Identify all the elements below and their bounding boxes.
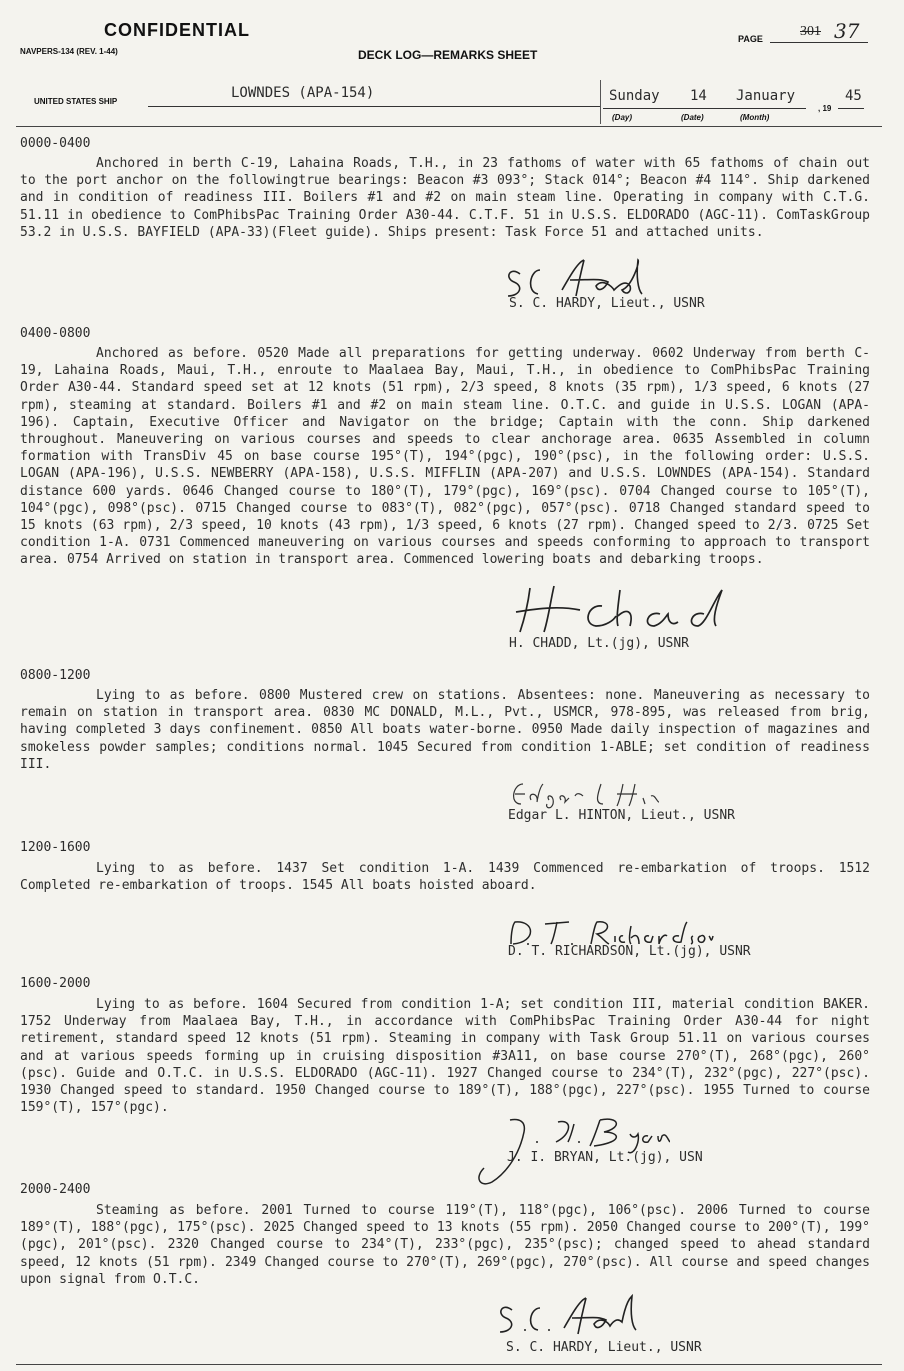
log-entry-text: Lying to as before. 1437 Set condition 1-A. 1439 Commenced re-embarkation of troops. 1512 Completed re-embarkation of troops. 1545 All boats hoisted aboard. [20,861,870,894]
date-value: 14 [690,88,707,104]
watch-period: 1600-2000 [20,976,91,991]
handwritten-signature [490,1292,640,1342]
ship-name: LOWNDES (APA-154) [231,85,375,101]
log-entry-text: Lying to as before. 1604 Secured from condition 1-A; set condition III, material condition BAKER. 1752 Underway from Maalaea Bay, T.H., in accordance with ComPhibsPac Training Order A30-44 for night retirement, standard speed 12 knots (51 rpm). Steaming in company with Task Group 51.11 on various courses and at various speeds forming up in cruising disposition #3A11, on base course 270°(T), 268°(pgc), 260°(psc). Guide and O.T.C. in U.S.S. ELDORADO (AGC-11). 1927 Changed course to 234°(T), 232°(pgc), 227°(psc). 1930 Changed speed to standard. 1950 Changed course to 189°(T), 188°(pgc), 227°(psc). 1955 Turned to course 159°(T), 157°(pgc). [20,997,870,1116]
log-entry-text: Steaming as before. 2001 Turned to course 119°(T), 118°(pgc), 106°(psc). 2006 Turned to course 189°(T), 188°(pgc), 175°(psc). 2025 Changed speed to 13 knots (55 rpm). 2050 Changed course to 200°(T), 199°(pgc), 201°(psc). 2320 Changed course to 234°(T), 233°(pgc), 235°(psc); changed speed to ahead standard speed, 12 knots (51 rpm). 2349 Changed course to 270°(T), 269°(pgc), 270°(psc). All course and speed changes upon signal from O.T.C. [20,1203,870,1287]
log-entry-text: Anchored as before. 0520 Made all preparations for getting underway. 0602 Underway from berth C-19, Lahaina Roads, Maui, T.H., enroute to Maalaea Bay, Maui, T.H., in obedience to ComPhibsPac Training Order A30-44. Standard speed set at 12 knots (51 rpm), 2/3 speed, 8 knots (35 rpm), 1/3 speed, 6 knots (27 rpm), steaming at standard. Boilers #1 and #2 on main steam line. O.T.C. and guide in U.S.S. LOGAN (APA-196). Captain, Executive Officer and Navigator on the bridge; Captain with the conn. Ship darkened throughout. Maneuvering on various courses and speeds to clear anchorage area. 0635 Assembled in column formation with TransDiv 45 on base course 195°(T), 194°(pgc), 190°(psc), in the following order: U.S.S. LOGAN (APA-196), U.S.S. NEWBERRY (APA-158), U.S.S. MIFFLIN (APA-207) and U.S.S. LOWNDES (APA-154). Standard distance 600 yards. 0646 Changed course to 180°(T), 179°(pgc), 169°(psc). 0704 Changed course to 105°(T), 104°(pgc), 098°(psc). 0715 Changed course to 083°(T), 082°(pgc), 057°(psc). 0718 Changed standard speed to 15 knots (63 rpm), 2/3 speed, 10 knots (43 rpm), 1/3 speed, 6 knots (27 rpm). Changed speed to 2/3. 0725 Set condition 1-A. 0731 Commenced maneuvering on various courses and speeds conforming to approach to transport area. 0754 Arrived on station in transport area. Commenced lowering boats and debarking troops. [20,346,870,568]
year-line [838,108,864,109]
classification-marking: CONFIDENTIAL [104,20,250,40]
page-title: DECK LOG—REMARKS SHEET [358,48,538,62]
date-caption: (Date) [681,113,704,122]
date-box-divider [600,80,601,124]
signature-name: Edgar L. HINTON, Lieut., USNR [508,808,735,823]
form-number: NAVPERS-134 (REV. 1-44) [20,47,118,56]
footer-rule [16,1364,882,1365]
ship-label: UNITED STATES SHIP [34,97,118,106]
watch-period: 0800-1200 [20,668,91,683]
handwritten-signature [505,778,665,810]
handwritten-signature [510,580,740,640]
page-number: 37 [834,19,860,43]
date-line [603,108,806,109]
signature-name: J. I. BRYAN, Lt.(jg), USN [507,1150,703,1165]
month-caption: (Month) [740,113,770,122]
year-prefix: , 19 [818,104,832,113]
signature-name: D. T. RICHARDSON, Lt.(jg), USNR [508,944,751,959]
signature-name: S. C. HARDY, Lieut., USNR [509,296,705,311]
ship-name-line [148,106,600,107]
log-entry-text: Anchored in berth C-19, Lahaina Roads, T.H., in 23 fathoms of water with 65 fathoms of chain out to the port anchor on the followingtrue bearings: Beacon #3 093°; Stack 014°; Beacon #4 114°. Ship darkened and in condition of readiness III. Boilers #1 and #2 on main steam line. Operating in company with C.T.G. 51.11 in obedience to ComPhibsPac Training Order A30-44. C.T.F. 51 in U.S.S. ELDORADO (AGC-11). ComTaskGroup 53.2 in U.S.S. BAYFIELD (APA-33)(Fleet guide). Ships present: Task Force 51 and attached units. [20,156,870,240]
day-caption: (Day) [612,113,633,122]
signature-name: H. CHADD, Lt.(jg), USNR [509,636,690,651]
watch-period: 1200-1600 [20,840,91,855]
log-entry-text: Lying to as before. 0800 Mustered crew on stations. Absentees: none. Maneuvering as necessary to remain on station in transport area. 0830 MC DONALD, M.L., Pvt., USMCR, 978-895, was released from brig, having completed 3 days confinement. 0850 All boats water-borne. 0950 Made daily inspection of magazines and smokeless powder samples; conditions normal. 1045 Secured from condition 1-ABLE; set condition of readiness III. [20,688,870,772]
month-value: January [736,88,796,104]
page-label: PAGE [738,34,763,44]
watch-period: 0000-0400 [20,136,91,151]
watch-period: 2000-2400 [20,1182,91,1197]
year-value: 45 [845,88,862,104]
day-value: Sunday [609,88,660,104]
header-rule [16,126,882,127]
watch-period: 0400-0800 [20,326,91,341]
signature-name: S. C. HARDY, Lieut., USNR [506,1340,702,1355]
page-number-struck: 301 [800,24,821,39]
